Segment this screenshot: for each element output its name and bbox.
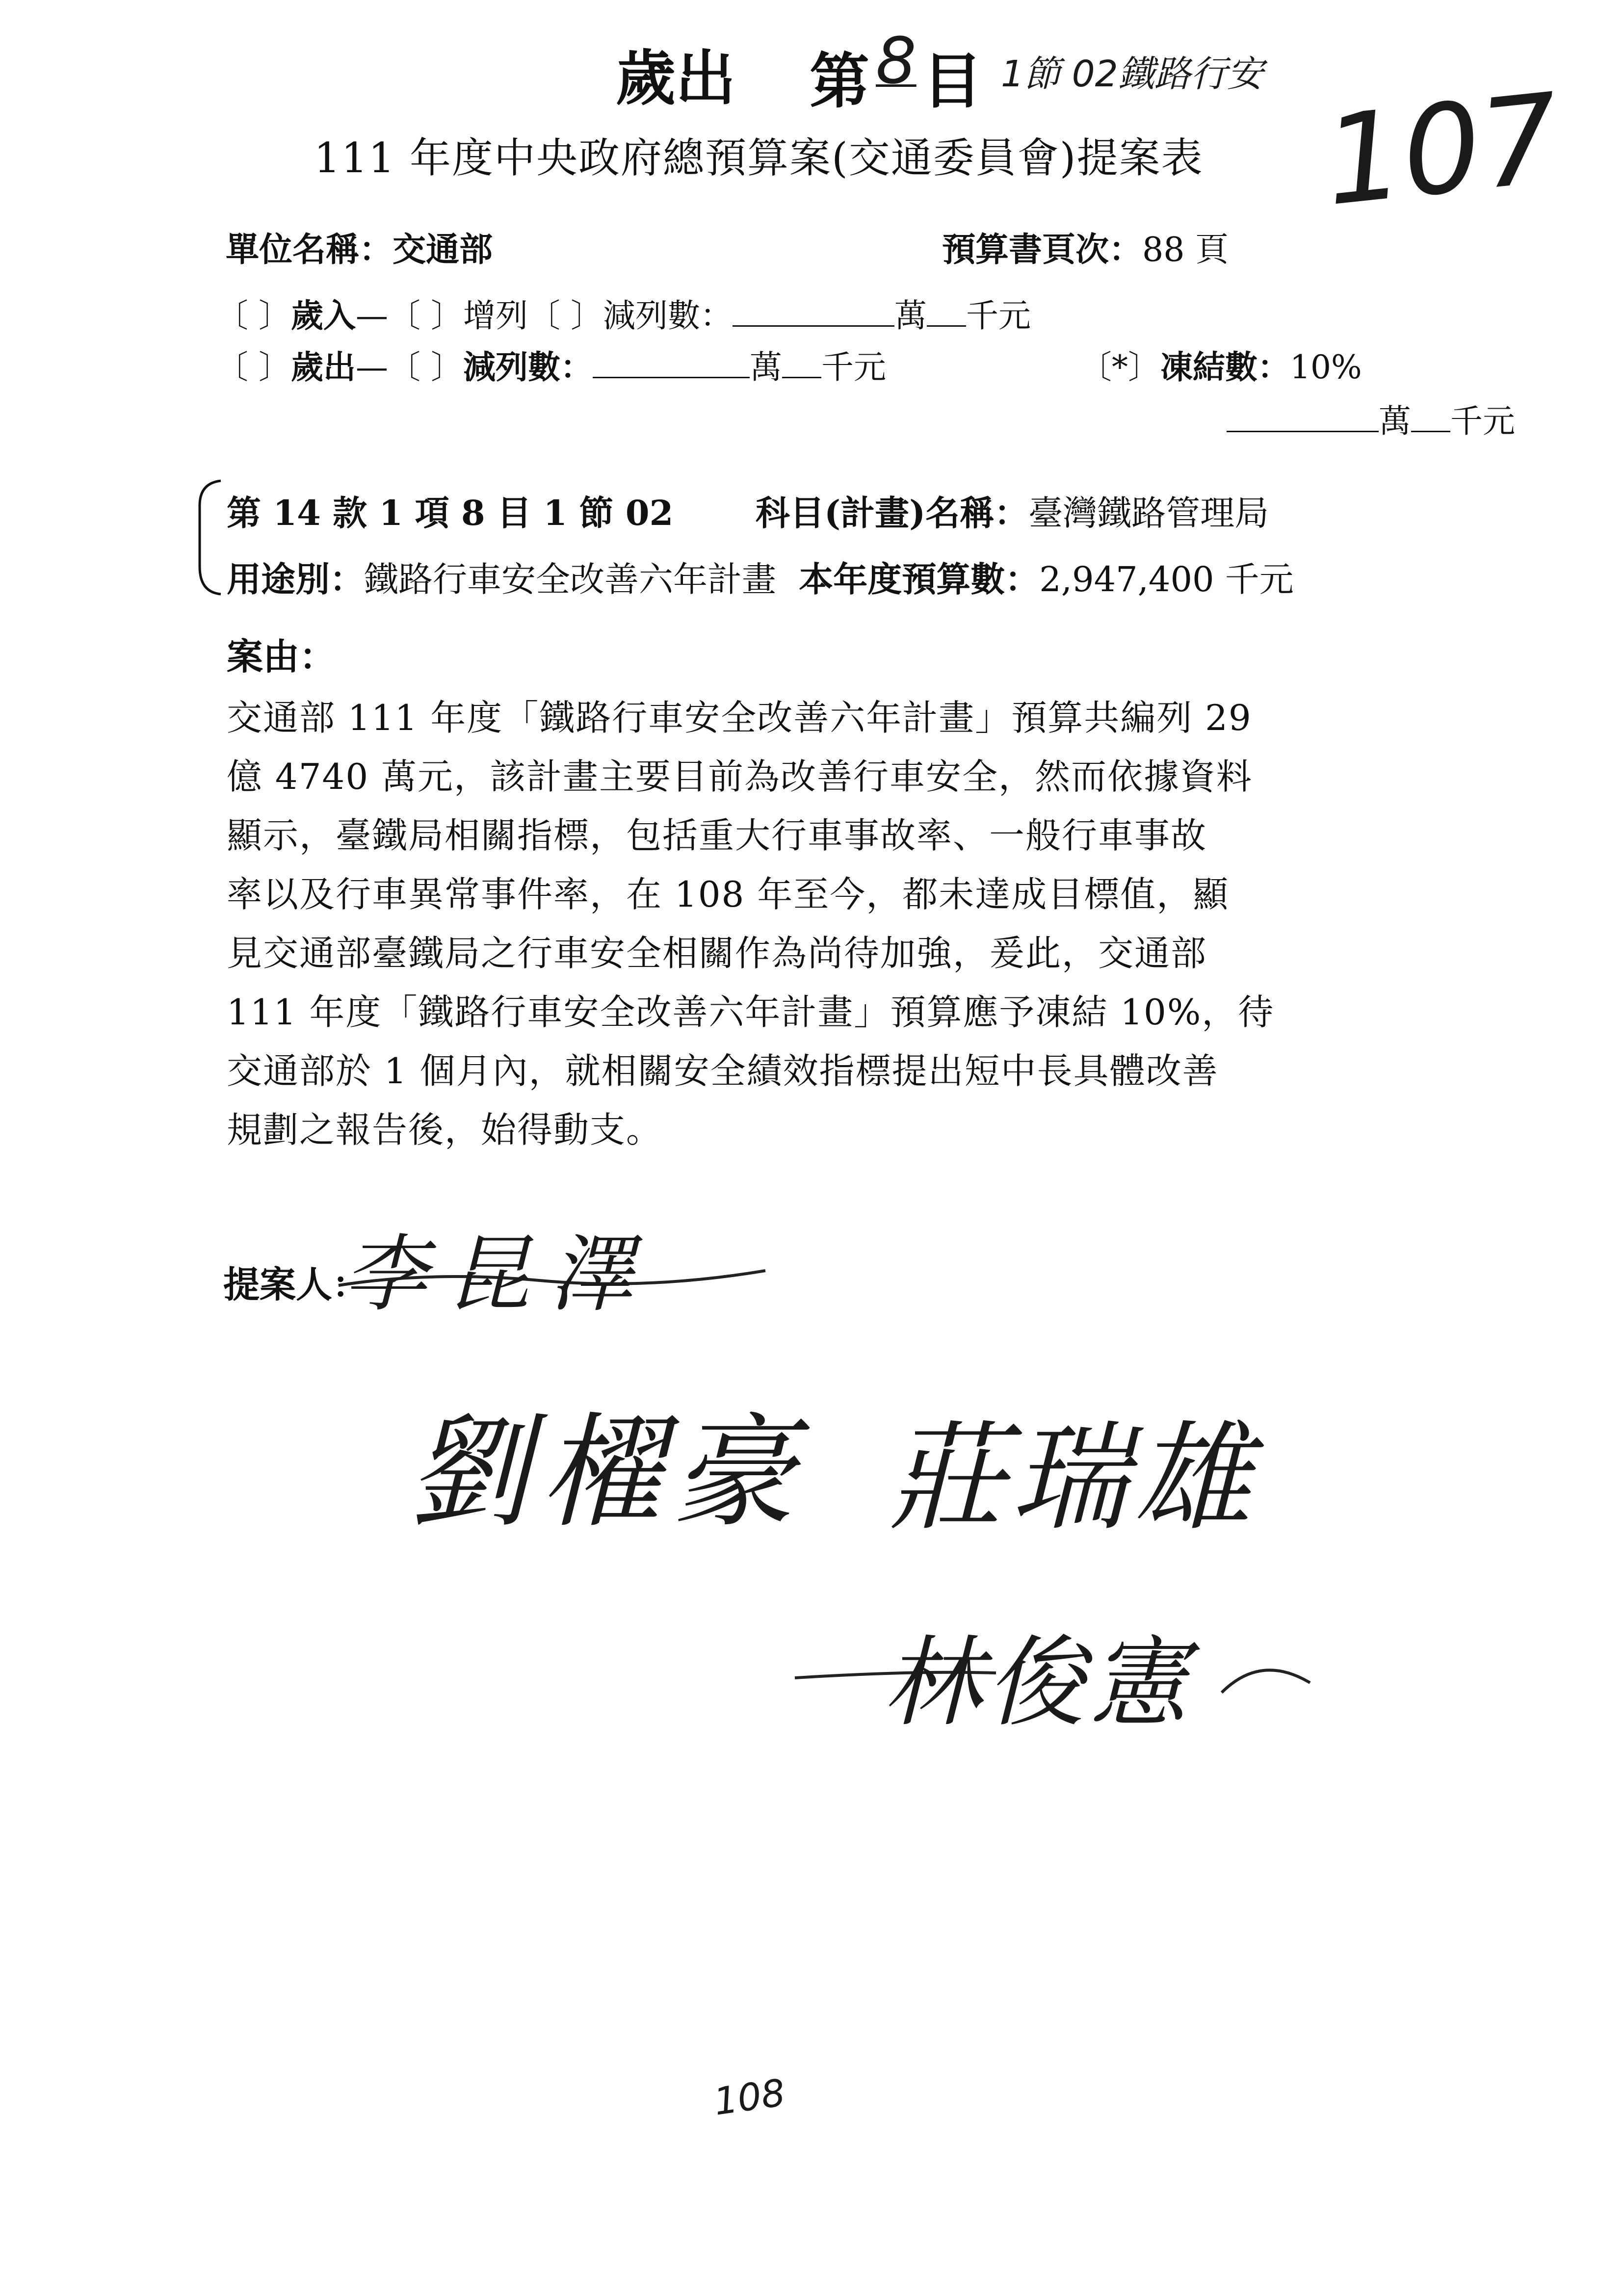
revenue-checkbox: 〔 〕 bbox=[216, 297, 291, 335]
reason-line: 規劃之報告後，始得動支。 bbox=[227, 1109, 663, 1150]
usage-label: 用途別： bbox=[227, 559, 364, 600]
proposal-number-handwritten: 107 bbox=[1318, 66, 1566, 234]
qian-unit: 千元 bbox=[966, 297, 1031, 335]
reason-line: 億 4740 萬元，該計畫主要目前為改善行車安全，然而依據資料 bbox=[227, 756, 1253, 797]
wan-blank bbox=[1227, 398, 1379, 432]
signature-3 bbox=[888, 1383, 1256, 1553]
expenditure-label: 歲出 bbox=[290, 348, 356, 386]
dash: — bbox=[355, 348, 388, 386]
increase-checkbox: 〔 〕 bbox=[388, 297, 463, 335]
item-suffix: 目 bbox=[922, 46, 982, 116]
option-row-freeze-amount bbox=[1227, 395, 1515, 442]
unit-value: 交通部 bbox=[393, 230, 493, 269]
wan-blank bbox=[733, 293, 894, 327]
unit-row bbox=[226, 223, 493, 271]
usage-value: 鐵路行車安全改善六年計畫 bbox=[364, 559, 776, 600]
form-title: 111 年度中央政府總預算案(交通委員會)提案表 bbox=[314, 134, 1204, 182]
reason-line: 交通部 111 年度「鐵路行車安全改善六年計畫」預算共編列 29 bbox=[227, 697, 1252, 738]
usage-row bbox=[227, 552, 1294, 601]
subject-value: 臺灣鐵路管理局 bbox=[1028, 493, 1269, 533]
signature-3-text: 莊瑞雄 bbox=[888, 1409, 1257, 1547]
qian-blank bbox=[1411, 398, 1450, 432]
signature-1-text: 李昆澤 bbox=[343, 1226, 653, 1323]
bracket-icon bbox=[194, 478, 223, 596]
signature-4-text: 林俊憲 bbox=[883, 1626, 1193, 1740]
amount-label: 本年度預算數： bbox=[799, 559, 1040, 600]
page-ref bbox=[942, 223, 1229, 271]
revenue-label: 歲入 bbox=[290, 296, 356, 335]
amount-value: 2,947,400 千元 bbox=[1039, 559, 1294, 600]
unit-label: 單位名稱： bbox=[226, 230, 393, 269]
budget-type-label: 歲出 bbox=[616, 43, 735, 113]
decrease-label: 減列數： bbox=[463, 348, 593, 386]
page-value: 88 頁 bbox=[1142, 231, 1229, 269]
wan-unit: 萬 bbox=[749, 348, 782, 386]
signature-2 bbox=[407, 1374, 805, 1550]
decrease-label: 減列數： bbox=[602, 297, 733, 335]
item-number-handwritten: 8 bbox=[876, 24, 917, 98]
dash: — bbox=[355, 297, 388, 335]
wan-unit: 萬 bbox=[1379, 402, 1411, 440]
increase-label: 增列 bbox=[463, 297, 528, 335]
qian-blank bbox=[927, 293, 966, 327]
handwritten-note: 1節 02鐵路行安 bbox=[1001, 53, 1263, 95]
page-label: 預算書頁次： bbox=[942, 230, 1143, 269]
subject-label: 科目(計畫)名稱： bbox=[756, 493, 1029, 533]
reason-line: 111 年度「鐵路行車安全改善六年計畫」預算應予凍結 10%，待 bbox=[227, 991, 1275, 1033]
option-row-revenue bbox=[216, 289, 1031, 336]
item-prefix: 第 bbox=[810, 46, 869, 116]
freeze-value: 10% bbox=[1290, 348, 1362, 386]
decrease-checkbox: 〔 〕 bbox=[527, 297, 603, 335]
qian-blank bbox=[782, 344, 821, 378]
handwritten-page-number: 108 bbox=[711, 2070, 788, 2124]
decrease-checkbox: 〔 〕 bbox=[388, 348, 463, 386]
signature-4 bbox=[795, 1604, 1193, 1745]
wan-unit: 萬 bbox=[894, 297, 927, 335]
freeze-option bbox=[1079, 341, 1362, 388]
freeze-label: 凍結數： bbox=[1160, 348, 1290, 386]
budget-code: 第 14 款 1 項 8 目 1 節 02 bbox=[227, 493, 674, 533]
reason-line: 率以及行車異常事件率，在 108 年至今，都未達成目標值，顯 bbox=[227, 874, 1230, 915]
reason-line: 顯示，臺鐵局相關指標，包括重大行車事故率、一般行車事故 bbox=[227, 815, 1207, 856]
signature-1 bbox=[343, 1207, 653, 1327]
signature-2-text: 劉櫂豪 bbox=[407, 1401, 805, 1544]
reason-line: 見交通部臺鐵局之行車安全相關作為尚待加強，爰此，交通部 bbox=[227, 933, 1207, 974]
option-row-expenditure bbox=[216, 341, 886, 388]
qian-unit: 千元 bbox=[821, 348, 886, 386]
freeze-checkbox: 〔*〕 bbox=[1079, 348, 1160, 386]
wan-blank bbox=[593, 344, 750, 378]
expenditure-checkbox: 〔 〕 bbox=[216, 348, 291, 386]
reason-label: 案由： bbox=[227, 636, 336, 678]
budget-code-row bbox=[227, 486, 673, 535]
subject-row bbox=[756, 486, 1269, 535]
qian-unit: 千元 bbox=[1450, 402, 1515, 440]
reason-line: 交通部於 1 個月內，就相關安全績效指標提出短中長具體改善 bbox=[227, 1050, 1219, 1092]
proposer-label: 提案人： bbox=[223, 1264, 368, 1306]
